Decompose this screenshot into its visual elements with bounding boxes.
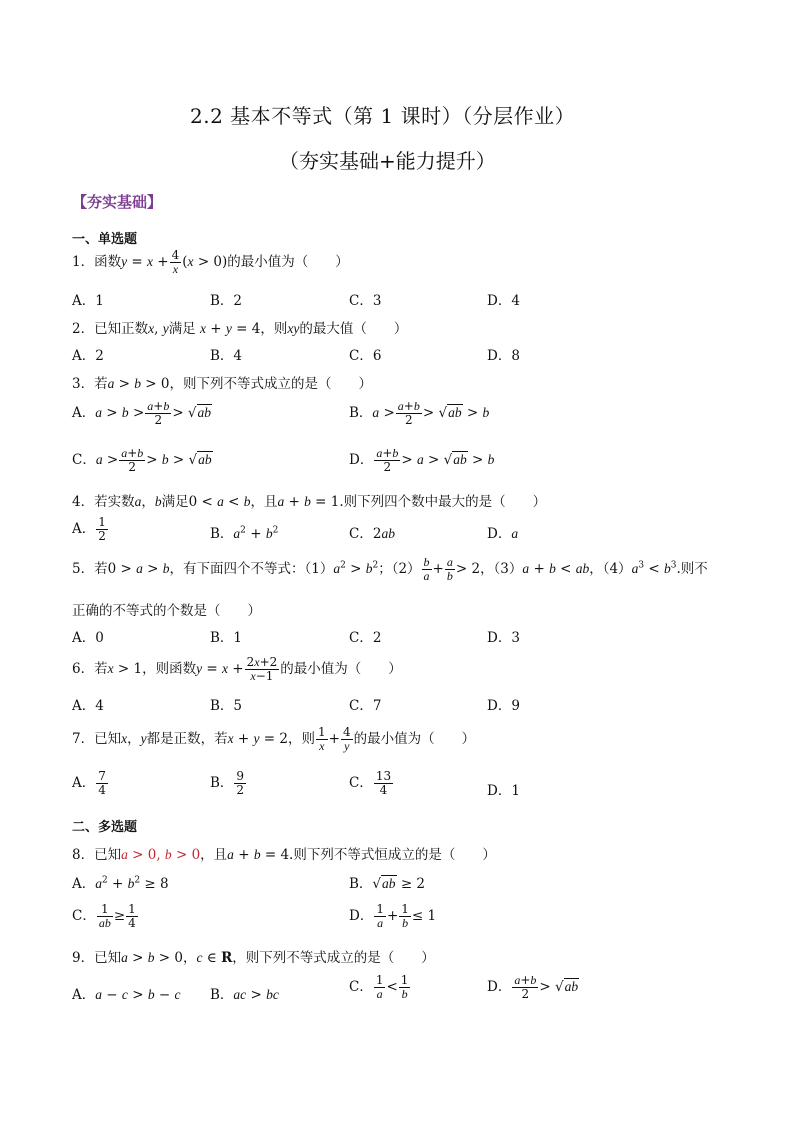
q1-option-c[interactable]: C．3 — [349, 293, 382, 309]
q5-option-b[interactable]: B．1 — [210, 630, 243, 646]
q6-option-b[interactable]: B．5 — [210, 698, 243, 714]
page-title: 2.2 基本不等式（第 1 课时）（分层作业） — [190, 104, 576, 128]
q3-option-b[interactable]: B．a > $\frac{a+b}{2}$ > √ab > b — [349, 399, 490, 427]
q3-option-d[interactable]: D． $\frac{a+b}{2}$ > a > √ab > b — [349, 446, 495, 474]
q3-option-c[interactable]: C．a > $\frac{a+b}{2}$ > b > √ab — [72, 446, 212, 474]
q6-option-a[interactable]: A．4 — [72, 698, 104, 714]
page-subtitle: （夯实基础+能力提升） — [279, 149, 496, 173]
question-5: 5．若0 > a > b，有下面四个不等式：$(1)a^2 > b^2$；（2） $\frac{b}{a}$ + $\frac{a}{b}$ > 2，（3）a + b < ab，$(4)a^3 < b^3$.则不 — [72, 555, 708, 583]
section-label: 【夯实基础】 — [72, 193, 163, 211]
q9-option-b[interactable]: B．ac > bc — [210, 987, 279, 1003]
q7-option-b[interactable]: B． $\frac{9}{2}$ — [210, 769, 245, 797]
q9-option-a[interactable]: A．a − c > b − c — [72, 987, 181, 1003]
q6-option-c[interactable]: C．7 — [349, 698, 382, 714]
question-7: 7．已知x，y都是正数，若x + y = 2，则 $\frac{1}{x}$ + $\frac{4}{y}$ 的最小值为（ ） — [72, 725, 476, 753]
q2-option-b[interactable]: B．4 — [210, 348, 243, 364]
q8-option-a[interactable]: A．$a^2 + b^2 \ge 8$ — [72, 875, 169, 892]
q9-option-c[interactable]: C． $\frac{1}{a}$ < $\frac{1}{b}$ — [349, 973, 409, 1001]
q4-option-b[interactable]: B．$a^2 + b^2$ — [210, 525, 279, 542]
group-heading-single: 一、单选题 — [72, 232, 138, 247]
q2-option-c[interactable]: C．6 — [349, 348, 382, 364]
q5-option-c[interactable]: C．2 — [349, 630, 382, 646]
q7-option-c[interactable]: C． $\frac{13}{4}$ — [349, 769, 392, 797]
question-6: 6．若x > 1，则函数y = x + $\frac{2x+2}{x-1}$ 的最小值为（ ） — [72, 655, 402, 683]
question-5-line2: 正确的不等式的个数是（ ） — [72, 603, 261, 619]
q5-option-a[interactable]: A．0 — [72, 630, 104, 646]
q2-option-d[interactable]: D．8 — [487, 348, 520, 364]
q9-option-d[interactable]: D． $\frac{a+b}{2}$ > √ab — [487, 973, 579, 1001]
q1-option-a[interactable]: A．1 — [72, 293, 104, 309]
q1-option-b[interactable]: B．2 — [210, 293, 243, 309]
q3-option-a[interactable]: A．a > b > $\frac{a+b}{2}$ > √ab — [72, 399, 212, 427]
group-heading-multi: 二、多选题 — [72, 820, 138, 835]
q4-option-c[interactable]: C．2ab — [349, 526, 395, 542]
q8-option-b[interactable]: B．√ab ≥ 2 — [349, 876, 426, 892]
q7-option-a[interactable]: A． $\frac{7}{4}$ — [72, 769, 106, 797]
question-9: 9．已知a > b > 0，c ∈ R，则下列不等式成立的是（ ） — [72, 950, 435, 966]
question-3: 3．若a > b > 0，则下列不等式成立的是（ ） — [72, 376, 372, 392]
q4-option-a[interactable]: A． $\frac{1}{2}$ — [72, 515, 106, 543]
q5-option-d[interactable]: D．3 — [487, 630, 520, 646]
question-2: 2．已知正数x, y满足 x + y = 4，则xy的最大值（ ） — [72, 321, 408, 337]
question-1: 1．函数y = x + $\frac{4}{x}$ (x > 0)的最小值为（ ） — [72, 248, 349, 276]
q1-option-d[interactable]: D．4 — [487, 293, 520, 309]
q8-option-d[interactable]: D． $\frac{1}{a}$ + $\frac{1}{b}$ ≤ 1 — [349, 902, 437, 930]
q8-option-c[interactable]: C． $\frac{1}{ab}$ ≥ $\frac{1}{4}$ — [72, 902, 136, 930]
q4-option-d[interactable]: D．a — [487, 526, 519, 542]
question-8: 8．已知a > 0, b > 0，且a + b = 4.则下列不等式恒成立的是（ ） — [72, 847, 496, 863]
q7-option-d[interactable]: D．1 — [487, 783, 520, 799]
q2-option-a[interactable]: A．2 — [72, 348, 104, 364]
q6-option-d[interactable]: D．9 — [487, 698, 520, 714]
question-4: 4．若实数a，b满足0 < a < b，且a + b = 1.则下列四个数中最大的是（ ） — [72, 494, 547, 510]
